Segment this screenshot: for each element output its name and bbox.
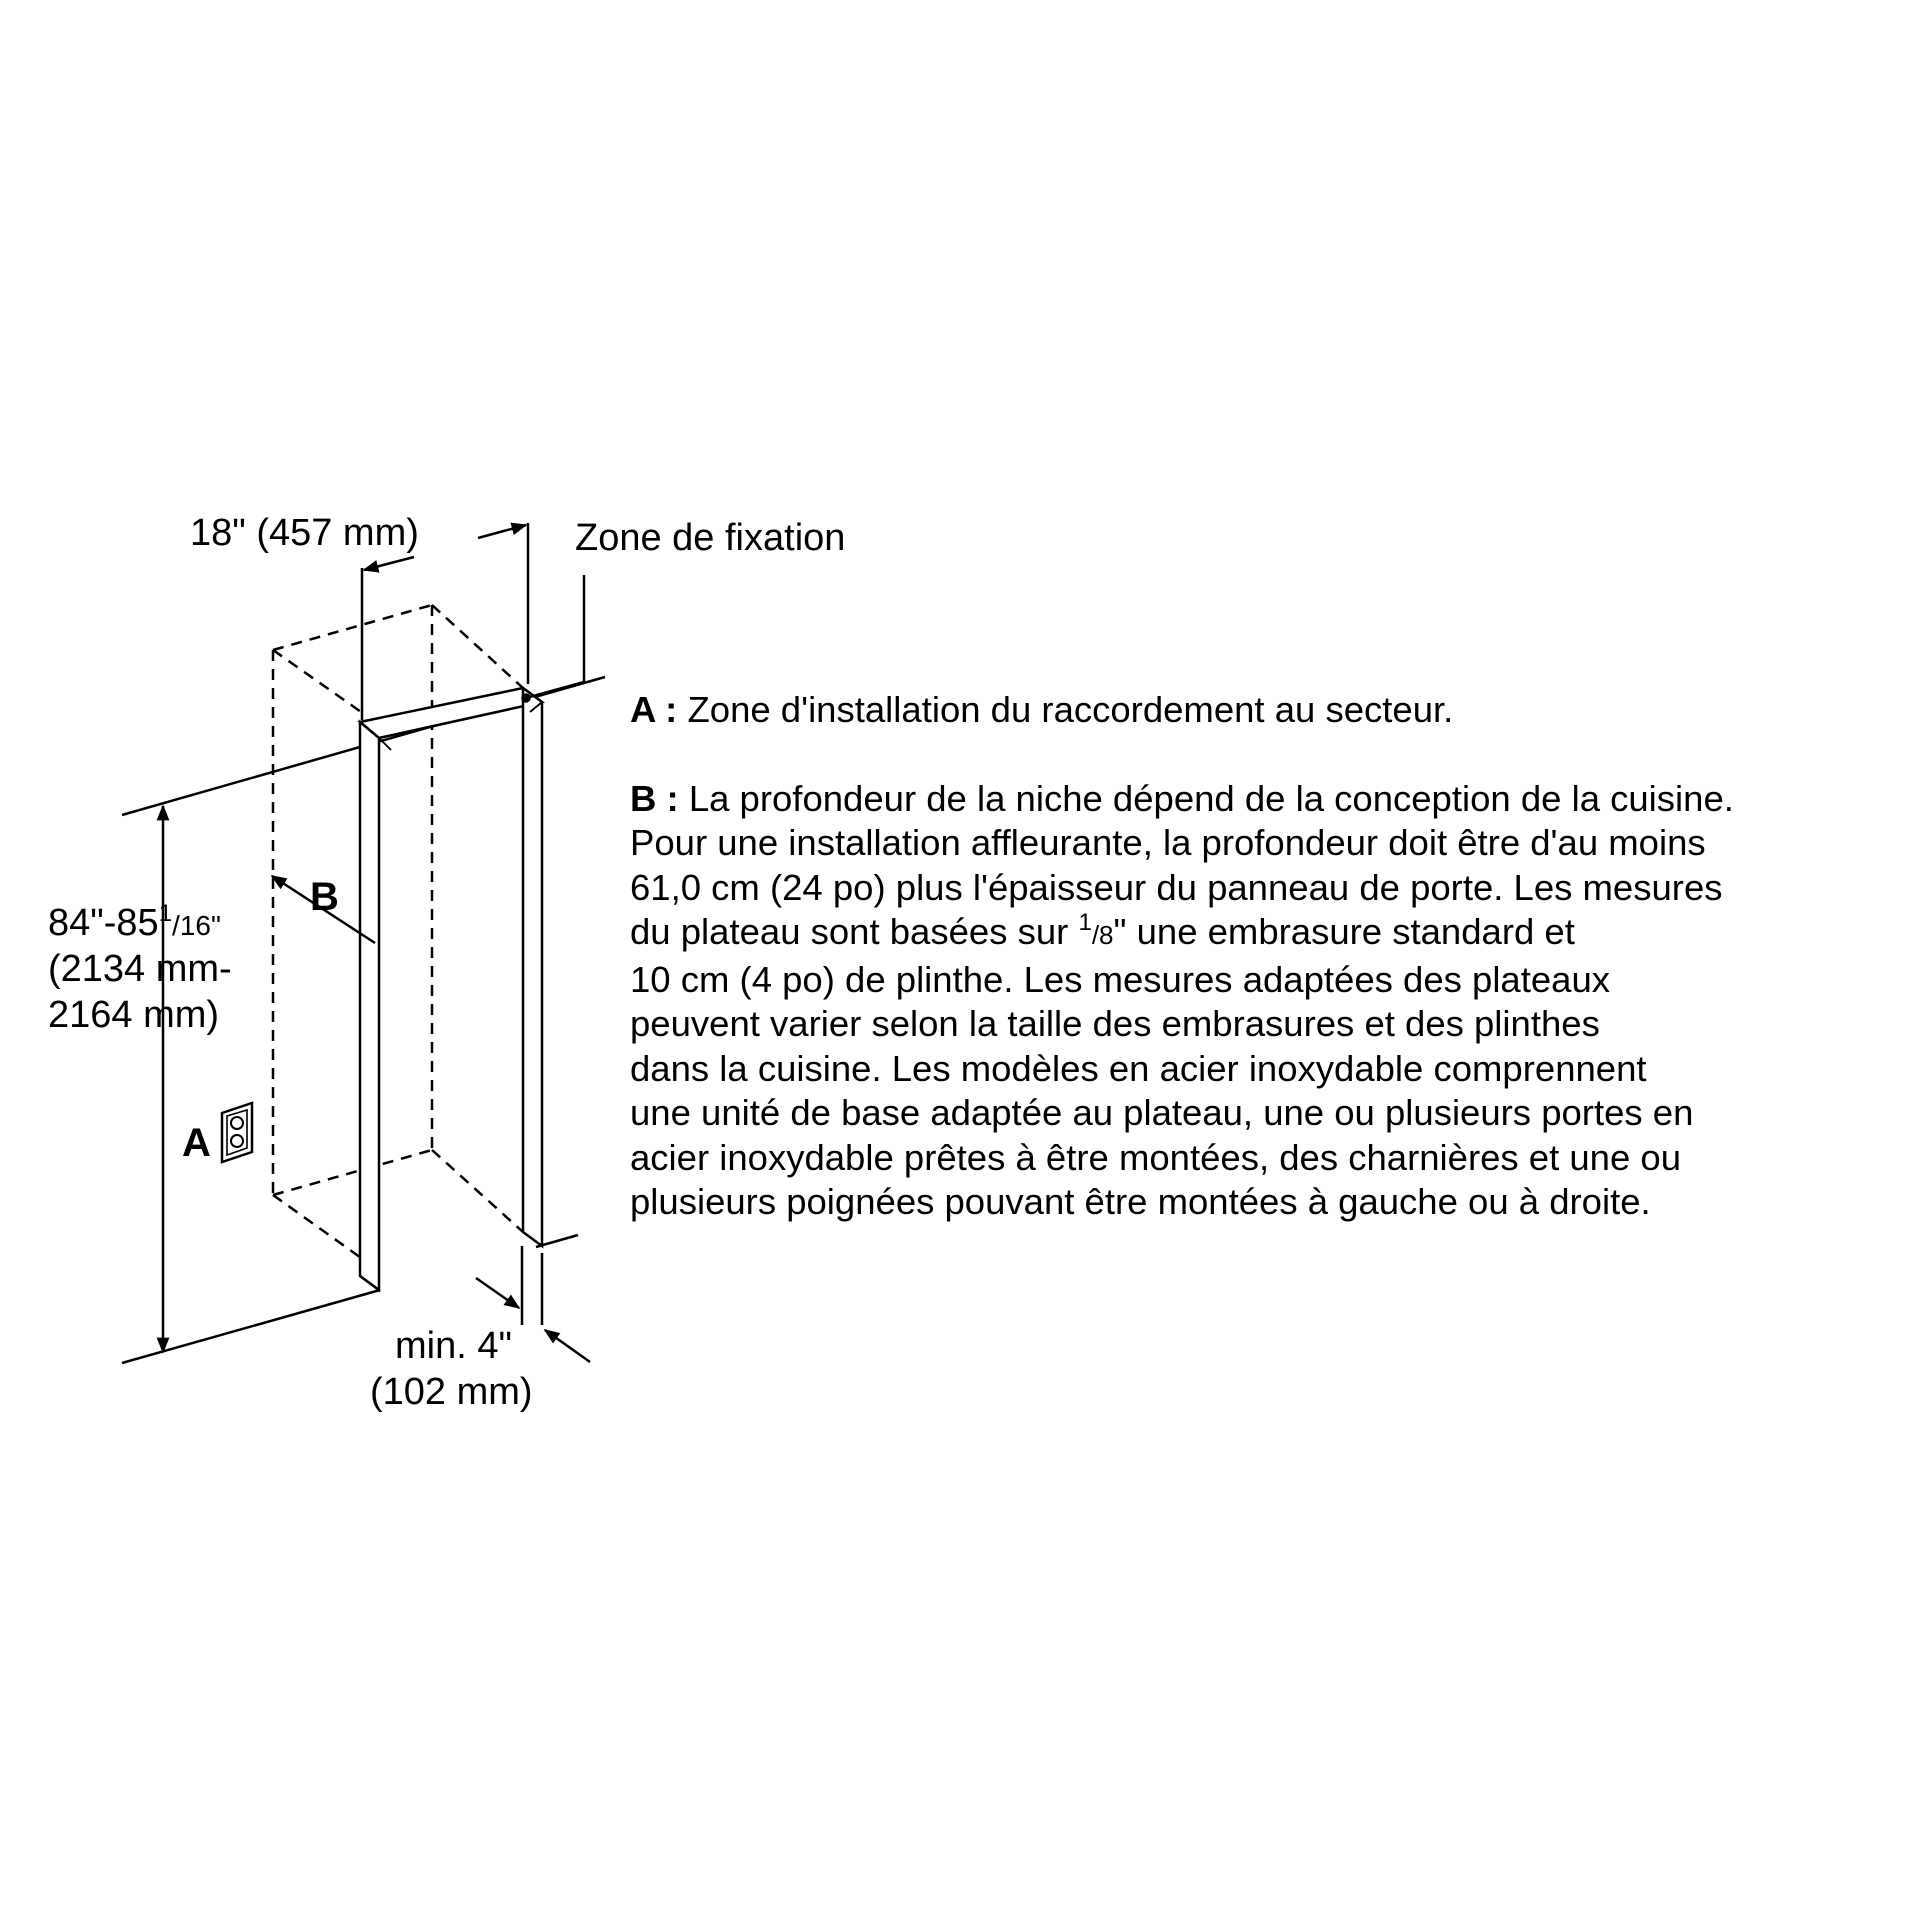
width-arrow-right <box>478 525 526 538</box>
plinth-dimension-line2: (102 mm) <box>370 1371 533 1413</box>
height-line1-prefix: 84"-85 <box>48 902 159 944</box>
marker-a-label: A <box>182 1121 211 1165</box>
legend-b-line1: La profondeur de la niche dépend de la conception de la cuisine. <box>688 777 1734 819</box>
legend-b-line4-pre: du plateau sont basées sur <box>630 911 1079 952</box>
height-fraction-numerator: 1 <box>158 900 173 927</box>
width-arrow-left <box>364 557 414 570</box>
height-fraction-denominator: /16" <box>172 910 221 941</box>
legend <box>630 688 1900 1225</box>
legend-b-line4-post: " une embrasure standard et <box>1113 911 1575 952</box>
legend-b-rest: 10 cm (4 po) de plinthe. Les mesures adaptées des plateaux peuvent varier selon la taille des embrasures et des plinthes dans la cuisine. Les modèles en acier inoxydable comprennent une unité de base adaptée au plateau, une ou plusieurs portes en acier inoxydable prêtes à être montées, des charnières et une ou plusieurs poignées pouvant être montées à gauche ou à droite. <box>630 958 1694 1222</box>
height-dimension-line2: (2134 mm- <box>48 948 232 990</box>
height-dimension-line3: 2164 mm) <box>48 994 220 1036</box>
height-dimension-label <box>48 900 221 944</box>
plinth-arrow-right <box>545 1330 590 1362</box>
zone-leader <box>523 575 585 702</box>
legend-item-b <box>630 777 1900 1225</box>
plinth-dimension-line1: min. 4" <box>395 1325 512 1367</box>
legend-b-lines-2-3: Pour une installation affleurante, la profondeur doit être d'au moins 61,0 cm (24 po) plus l'épaisseur du panneau de porte. Les mesures <box>630 822 1723 908</box>
legend-b-key: B : <box>630 777 679 819</box>
legend-item-a <box>630 688 1900 733</box>
legend-a-text: Zone d'installation du raccordement au secteur. <box>687 689 1454 730</box>
width-dimension-label: 18" (457 mm) <box>190 512 419 554</box>
zone-de-fixation-label: Zone de fixation <box>575 517 846 559</box>
front-frame <box>360 688 542 1290</box>
floor-line <box>122 1290 380 1363</box>
legend-b-fraction-numerator: 1 <box>1078 909 1092 936</box>
plinth-arrow-left <box>476 1278 519 1308</box>
power-outlet-icon <box>222 1103 252 1162</box>
marker-b-label: B <box>310 875 339 919</box>
legend-a-key: A : <box>630 689 678 730</box>
legend-b-fraction-denominator: /8 <box>1091 920 1114 950</box>
